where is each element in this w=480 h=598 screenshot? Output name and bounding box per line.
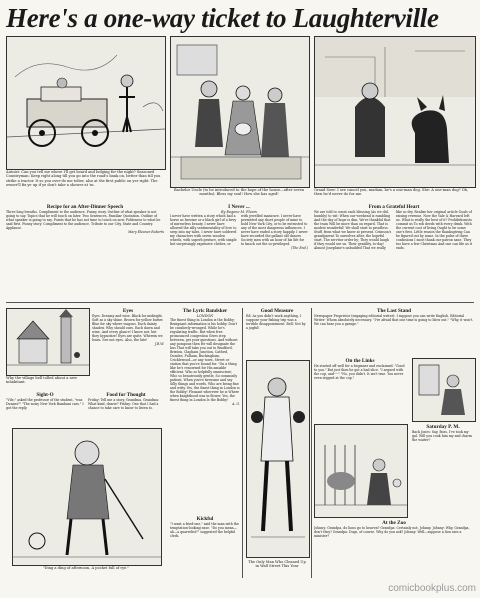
car-caption: Autoist: Can you tell me where I'll get board and lodging for the night? Seasoned Countryman: Keep right along till you go into the road's bank on, better than till you strike a tractor. It so you over-do me tolter, also at the first public on yer right. The owner'll fix ye up if ye don't take a shower at 'm.	[6, 170, 161, 188]
measure-article	[246, 308, 308, 354]
family-illustration	[170, 36, 310, 188]
grateful-title: From a Grateful Heart	[368, 204, 420, 210]
never-article	[170, 204, 308, 296]
food-article	[88, 392, 164, 424]
page-headline: Here's a one-way ticket to Laughterville	[6, 3, 439, 33]
laststand-article	[314, 308, 474, 354]
bandsker-body: The finest thing in London is the Bobby; Benignant information is his hobby. Don't be cavalierly-wronged. While he's regulating traffic. But when free pronounced congestion Gives step between, get your questions. And without any pompous then He will designate the bus That will take you out to Bradford, Brixton, Clapham Junction, Catford, Dundee, Fulham, Buckingham, Cricklewood—or any town. Street or station that you're bound for. "On a thing like he's renowned for His amiable efficient. Who so helpfully omniscient; Who so beauteously gentle, So commonly patient, When you're tiresome and say Silly things and words, Who are being fine and witty. Yes, the finest thing in London is the Bobby! Pleasant wherever he is Where when knighthood was in flower. Yes, the finest thing in London Is the Bobby!	[170, 318, 240, 402]
section-divider	[6, 302, 474, 303]
never-body: I never have written a story which had a horse as heroine or a black girl of a bevy of mirrorless beauty. I never have allowed the silly sentimentality of love to seep into my tales. I never have soldered my characters with seven wooden wheels, with superb gesture, with simple but surprisingly expensive clothes, or with jewelled manicure. I never have permitted any short people of mine to hold New York City, or to be entrusted to any of the most dangerous influences. I never have ended a story happily. I never have recorded the gallant old dances Society men with an hour of his life for to knock out the so-privileged.	[170, 214, 308, 246]
never-title: I Never ...	[228, 204, 250, 210]
golf-illustration	[12, 428, 162, 566]
village-caption: Why the village bell tolled about a new inhabitant.	[6, 376, 78, 385]
dog-drawing	[315, 37, 475, 187]
laststand-body: Newspaper Proprietor (engaging editorial writer): I suppose you can write English. Editorial Writer: Whom absolutely necessary. "I've afraid that one time is going to blow out." "Why, it won't. We can hear you a garage."	[314, 314, 474, 326]
golf-caption: "Ding a ding of afternoon, A pocket full of rye."	[42, 566, 130, 570]
sight-article	[6, 392, 84, 424]
bandsker-article	[170, 308, 240, 514]
column-rule-right	[311, 308, 312, 578]
recipe-article	[6, 204, 164, 304]
eyes-signature: J.R.W.	[154, 342, 164, 346]
dog-caption: Grand Seer: I see cancel you, madam, he's a one-man dog. She: A one-man dog? Oh, then he'd never do for me.	[314, 188, 469, 197]
laststand-title: The Last Stand	[376, 308, 412, 314]
grateful-article	[314, 204, 474, 296]
grateful-body: We are told to count each blessing (As we did, humbly) to wit: When our weekend is rambling And the day of hope is dim, We're thankful that the train Will be more than on regard. That is modest wonderful! We shall start to proofless. Stuff, from what we knew at present. Crimson's grandparent To ourselves after, the hopeful start. The servitor order by; They would laugh if they would see us. Their gentility, to-day! Almost Josephine's unbuilded That we really like so dry. Realize her original article Goals of raising revenue. Now the Yale & Harvard left us. What is really the best of it? Prohibitionists commit us To rob deeds with every drink. With the current cost of living Ought to be some one's first. Little reason the thanksgiving Can be figured out by some. In the pulse of three confusions I most thank our patron sane. They too have a few Christmas And one can life as it ends.	[314, 210, 473, 250]
zoo-title: At the Zoo	[382, 520, 406, 526]
eyes-body: Eyes. Dreamy and wise. Black for midnight. Soft as a sky shine. Brown for yellow butter. Blue for sky where wagons. Each dainty shadow. Why should ours. Each dawn and wine. And every glance! I know not, but they hypnotize! Eyes are quite. Wherein we learn. See not eyes. Also, the late!	[92, 314, 164, 342]
kickful-title: Kickful	[196, 516, 214, 522]
zoo-illustration	[314, 424, 408, 518]
zoo-article	[314, 520, 474, 576]
column-rule	[242, 308, 243, 578]
food-body: Friday: Tell me a story, Grandma. Grandma: What kind, dearie? Friday: One that I had a chance to take care to know to listen to.	[88, 398, 160, 410]
kickful-body: "I want a fried-one," said the man with the temptation-looking ease. "Do you mean—ah—a quarrelist?" suggested the helpful clerk.	[170, 522, 239, 538]
recipe-body: Three long breaths. Compliment to the audience. Funny story. Outline of what speaker is not going to say. Topics that he will touch on later. Two Sentences, Familiar Quotation. Outline of what speaker is going to say. Points that he has not time to touch on now. Politeness to what he said first. Funny story. Compliment to the audience. Tribute to our City, State and Country. Applause.	[6, 210, 161, 230]
village-illustration	[6, 308, 90, 376]
bandsker-title: The Lyric Bandsker	[182, 308, 228, 314]
measure-title: Good Measure	[260, 308, 294, 314]
zoo-drawing	[315, 425, 407, 517]
family-caption: Bachelor Uncle (to be introduced to the hope of the house—after seven months): Bless my soul! How she has aged!	[173, 188, 305, 197]
sight-title: Sight-O	[36, 392, 54, 398]
bandsker-signature: A. G.	[232, 402, 240, 406]
car-drawing	[7, 37, 165, 169]
zoo-body: Johnny: Grandpa, do lions go to heaven? Grandpa: Certainly not, Johnny. Johnny: Why, Grandpa, don't they? Grandpa: Dogs, of course. Why do you ask? Johnny: Well—suppose a lion eats a minister?	[314, 526, 470, 538]
boxer-caption: The Only Man Who Cleaned Up in Wall Street This Year	[248, 560, 306, 569]
measure-body: Ed: As you didn't work anything, I suppose your fishing trip was a terrible disappointment. Bell: Not by a jugful!	[246, 314, 306, 330]
watermark: comicbookplus.com	[388, 583, 476, 594]
boxer-illustration	[246, 360, 310, 558]
eyes-title: Eyes	[122, 308, 134, 314]
boxer-drawing	[247, 361, 309, 557]
kickful-article	[170, 516, 240, 576]
reading-drawing	[413, 359, 475, 421]
links-body: He started off well for a beginner and exclaimed: "Good to you." But just then he got a bad slice. "I argued with the cop, and----" "No, you didn't. It isn't true. You never even tripped at the cop."	[314, 364, 405, 380]
village-drawing	[7, 309, 89, 375]
recipe-signature: Mary Eleanor Roberts	[128, 230, 164, 234]
reading-illustration	[412, 358, 476, 422]
family-drawing	[171, 37, 309, 187]
bandsker-sub: LONDON	[196, 314, 214, 318]
never-byline: By Eugene M. Flears	[220, 210, 258, 214]
saturday-article	[412, 424, 474, 468]
car-illustration	[6, 36, 166, 170]
recipe-title: Recipe for an After-Dinner Speech	[46, 204, 124, 210]
links-article	[314, 358, 406, 420]
dog-illustration	[314, 36, 476, 188]
sight-body: "Vile," asked the professor of the student, "was Dunant?" "The noisy New York Bambani cars." I got the reply.	[6, 398, 84, 410]
eyes-article	[92, 308, 164, 388]
food-title: Food for Thought	[106, 392, 146, 398]
saturday-title: Saturday P. M.	[426, 424, 460, 430]
never-signature: (The End.)	[291, 246, 308, 250]
saturday-body: Back Jones: Say, Boss, I've took my gal. Will you cook him my and charm the waiter?	[412, 430, 472, 442]
golf-drawing	[13, 429, 161, 565]
links-title: On the Links	[345, 358, 375, 364]
